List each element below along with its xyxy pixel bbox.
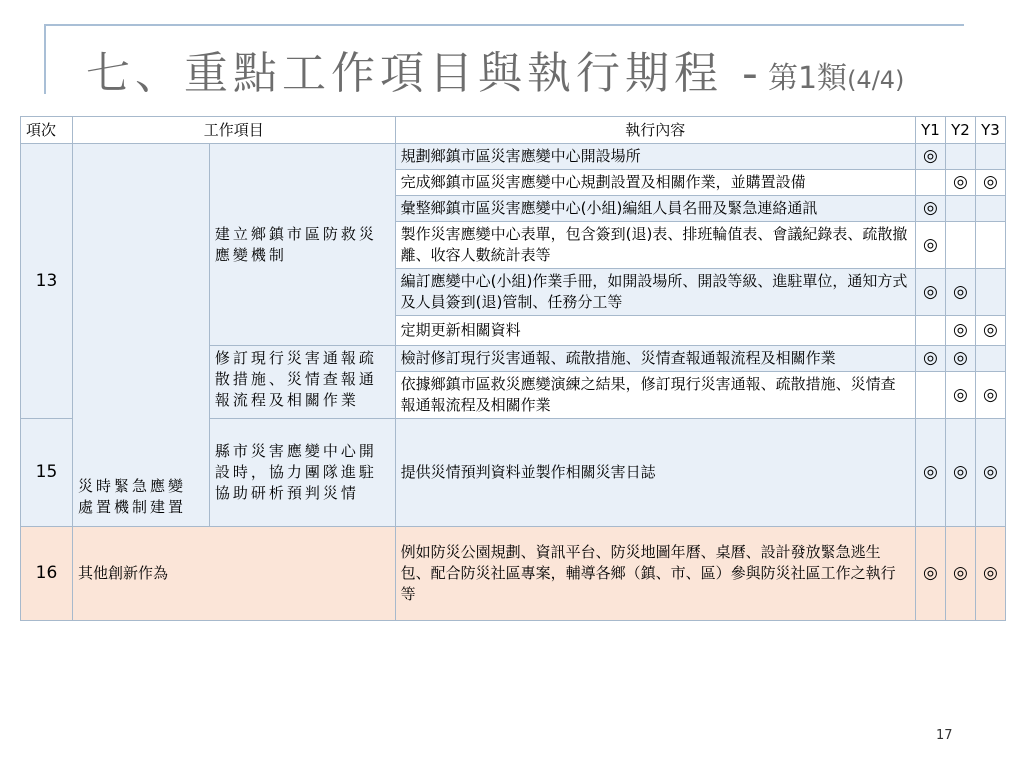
content-cell: 檢討修訂現行災害通報、疏散措施、災情查報通報流程及相關作業 [395, 346, 915, 372]
slide-title-sub [768, 61, 904, 96]
content-cell: 規劃鄉鎮市區災害應變中心開設場所 [395, 144, 915, 170]
y1-mark [915, 372, 945, 419]
y2-mark: ◎ [945, 419, 975, 527]
item-number: 13 [21, 144, 73, 419]
y1-mark: ◎ [915, 527, 945, 621]
sub-item-cell: 修訂現行災害通報疏散措施、災情查報通報流程及相關作業 [209, 346, 395, 419]
header-content: 執行內容 [395, 117, 915, 144]
y1-mark: ◎ [915, 346, 945, 372]
content-cell: 例如防災公園規劃、資訊平台、防災地圖年曆、桌曆、設計發放緊急逃生包、配合防災社區專案，輔導各鄉（鎮、市、區）參與防災社區工作之執行等 [395, 527, 915, 621]
table-row [21, 527, 1006, 621]
page-number: 17 [936, 728, 953, 743]
y2-mark: ◎ [945, 269, 975, 316]
content-cell: 提供災情預判資料並製作相關災害日誌 [395, 419, 915, 527]
y3-mark [975, 196, 1005, 222]
slide-title-category: 第1類 [767, 61, 848, 96]
header-y2: Y2 [945, 117, 975, 144]
y2-mark: ◎ [945, 346, 975, 372]
content-cell: 製作災害應變中心表單，包含簽到(退)表、排班輪值表、會議紀錄表、疏散撤離、收容人數統計表等 [395, 222, 915, 269]
item-number: 15 [21, 419, 73, 527]
content-cell: 定期更新相關資料 [395, 316, 915, 346]
y3-mark [975, 144, 1005, 170]
header-no: 項次 [21, 117, 73, 144]
y1-mark [915, 170, 945, 196]
schedule-table [20, 116, 1006, 621]
y1-mark: ◎ [915, 269, 945, 316]
y2-mark: ◎ [945, 527, 975, 621]
sub-item-cell: 縣市災害應變中心開設時，協力團隊進駐協助研析預判災情 [209, 419, 395, 527]
y3-mark: ◎ [975, 170, 1005, 196]
y2-mark: ◎ [945, 372, 975, 419]
y1-mark [915, 316, 945, 346]
table-row [21, 144, 1006, 170]
content-cell: 編訂應變中心(小組)作業手冊，如開設場所、開設等級、進駐單位，通知方式及人員簽到(退)管制、任務分工等 [395, 269, 915, 316]
header-work-item: 工作項目 [72, 117, 395, 144]
y2-mark [945, 196, 975, 222]
y3-mark [975, 269, 1005, 316]
header-y3: Y3 [975, 117, 1005, 144]
y3-mark [975, 346, 1005, 372]
y2-mark: ◎ [945, 316, 975, 346]
slide-title-part: (4/4) [847, 66, 905, 94]
slide-title [86, 42, 904, 106]
table-header-row [21, 117, 1006, 144]
slide-title-main: 七、重點工作項目與執行期程 - [86, 48, 763, 99]
item-number: 16 [21, 527, 73, 621]
y2-mark [945, 144, 975, 170]
y3-mark: ◎ [975, 372, 1005, 419]
y3-mark: ◎ [975, 527, 1005, 621]
y3-mark: ◎ [975, 419, 1005, 527]
content-cell: 彙整鄉鎮市區災害應變中心(小組)編組人員名冊及緊急連絡通訊 [395, 196, 915, 222]
header-line-left [44, 24, 46, 94]
y2-mark [945, 222, 975, 269]
y3-mark [975, 222, 1005, 269]
content-cell: 依據鄉鎮市區救災應變演練之結果，修訂現行災害通報、疏散措施、災情查報通報流程及相關作業 [395, 372, 915, 419]
content-cell: 完成鄉鎮市區災害應變中心規劃設置及相關作業，並購置設備 [395, 170, 915, 196]
sub-item-cell: 建立鄉鎮市區防救災應變機制 [209, 144, 395, 346]
y3-mark: ◎ [975, 316, 1005, 346]
y1-mark: ◎ [915, 144, 945, 170]
y2-mark: ◎ [945, 170, 975, 196]
category-cell: 災時緊急應變處置機制建置 [72, 144, 209, 527]
y1-mark: ◎ [915, 196, 945, 222]
header-y1: Y1 [915, 117, 945, 144]
header-line-top [44, 24, 964, 26]
category-cell: 其他創新作為 [72, 527, 395, 621]
y1-mark: ◎ [915, 222, 945, 269]
y1-mark: ◎ [915, 419, 945, 527]
